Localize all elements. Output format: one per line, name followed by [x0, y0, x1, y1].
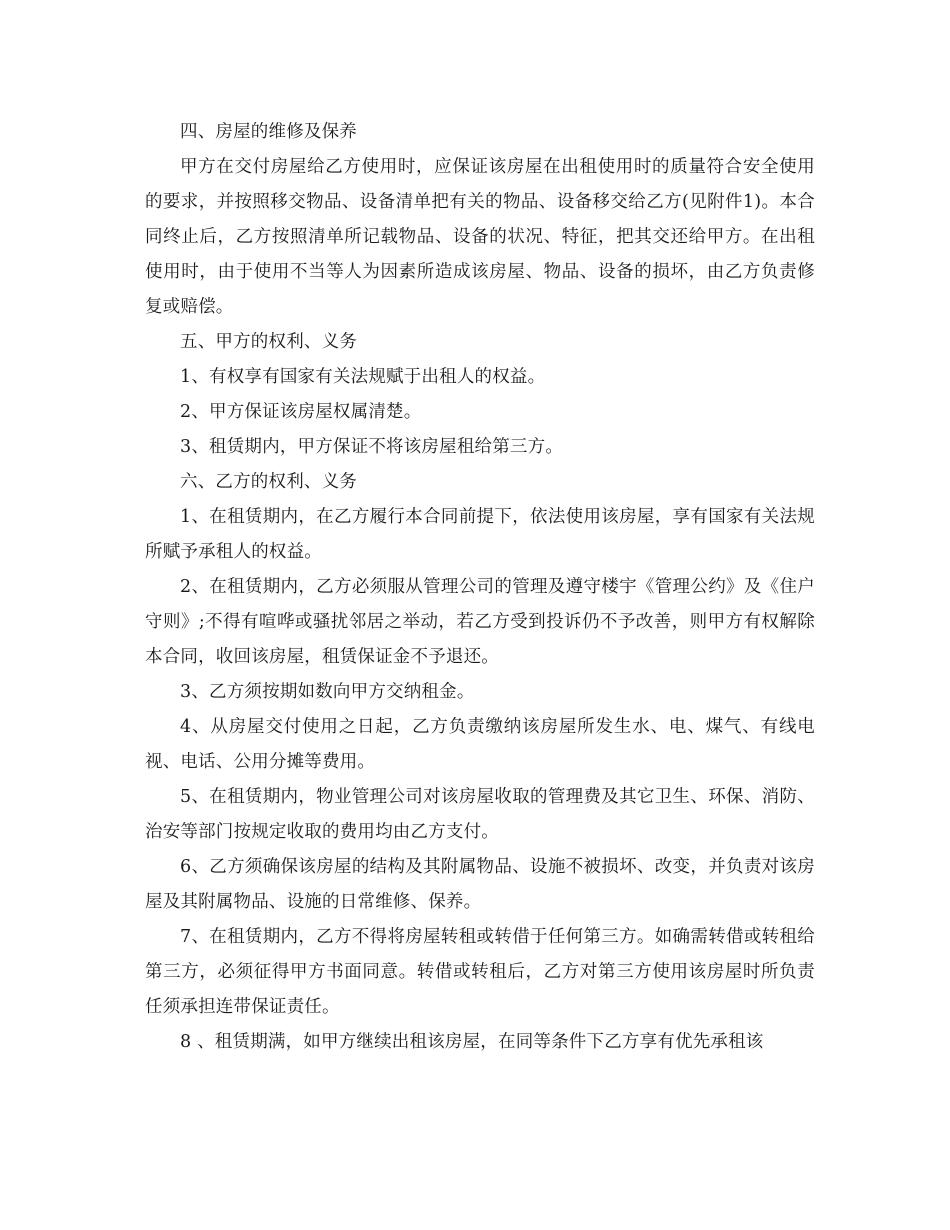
clause-6-5: 5、在租赁期内，物业管理公司对该房屋收取的管理费及其它卫生、环保、消防、治安等部门按规定收取的费用均由乙方支付。 — [145, 787, 815, 842]
paragraph-maintenance: 甲方在交付房屋给乙方使用时，应保证该房屋在出租使用时的质量符合安全使用的要求，并按照移交物品、设备清单把有关的物品、设备移交给乙方(见附件1)。本合同终止后，乙方按照清单所记载物品、设备的状况、特征，把其交还给甲方。在出租使用时，由于使用不当等人为因素所造成该房屋、物品、设备的损坏，由乙方负责修复或赔偿。 — [145, 157, 815, 317]
clause-5-1: 1、有权享有国家有关法规赋于出租人的权益。 — [180, 367, 546, 387]
section-heading-4: 四、房屋的维修及保养 — [180, 122, 357, 142]
clause-6-8: 8 、租赁期满，如甲方继续出租该房屋，在同等条件下乙方享有优先承租该 — [180, 1032, 764, 1052]
clause-6-3: 3、乙方须按期如数向甲方交纳租金。 — [180, 682, 475, 702]
section-heading-5: 五、甲方的权利、义务 — [180, 332, 357, 352]
clause-5-2: 2、甲方保证该房屋权属清楚。 — [180, 402, 422, 422]
section-heading-6: 六、乙方的权利、义务 — [180, 472, 357, 492]
clause-6-1: 1、在租赁期内，在乙方履行本合同前提下，依法使用该房屋，享有国家有关法规所赋予承租人的权益。 — [145, 507, 815, 562]
clause-6-4: 4、从房屋交付使用之日起，乙方负责缴纳该房屋所发生水、电、煤气、有线电视、电话、公用分摊等费用。 — [145, 717, 815, 772]
clause-6-2: 2、在租赁期内，乙方必须服从管理公司的管理及遵守楼宇《管理公约》及《住户守则》;不得有喧哗或骚扰邻居之举动，若乙方受到投诉仍不予改善，则甲方有权解除本合同，收回该房屋，租赁保证金不予退还。 — [145, 577, 815, 667]
clause-5-3: 3、租赁期内，甲方保证不将该房屋租给第三方。 — [180, 437, 564, 457]
clause-6-6: 6、乙方须确保该房屋的结构及其附属物品、设施不被损坏、改变，并负责对该房屋及其附属物品、设施的日常维修、保养。 — [145, 857, 815, 912]
clause-6-7: 7、在租赁期内，乙方不得将房屋转租或转借于任何第三方。如确需转借或转租给第三方，必须征得甲方书面同意。转借或转租后，乙方对第三方使用该房屋时所负责任须承担连带保证责任。 — [145, 927, 815, 1017]
document-body — [145, 115, 815, 1060]
